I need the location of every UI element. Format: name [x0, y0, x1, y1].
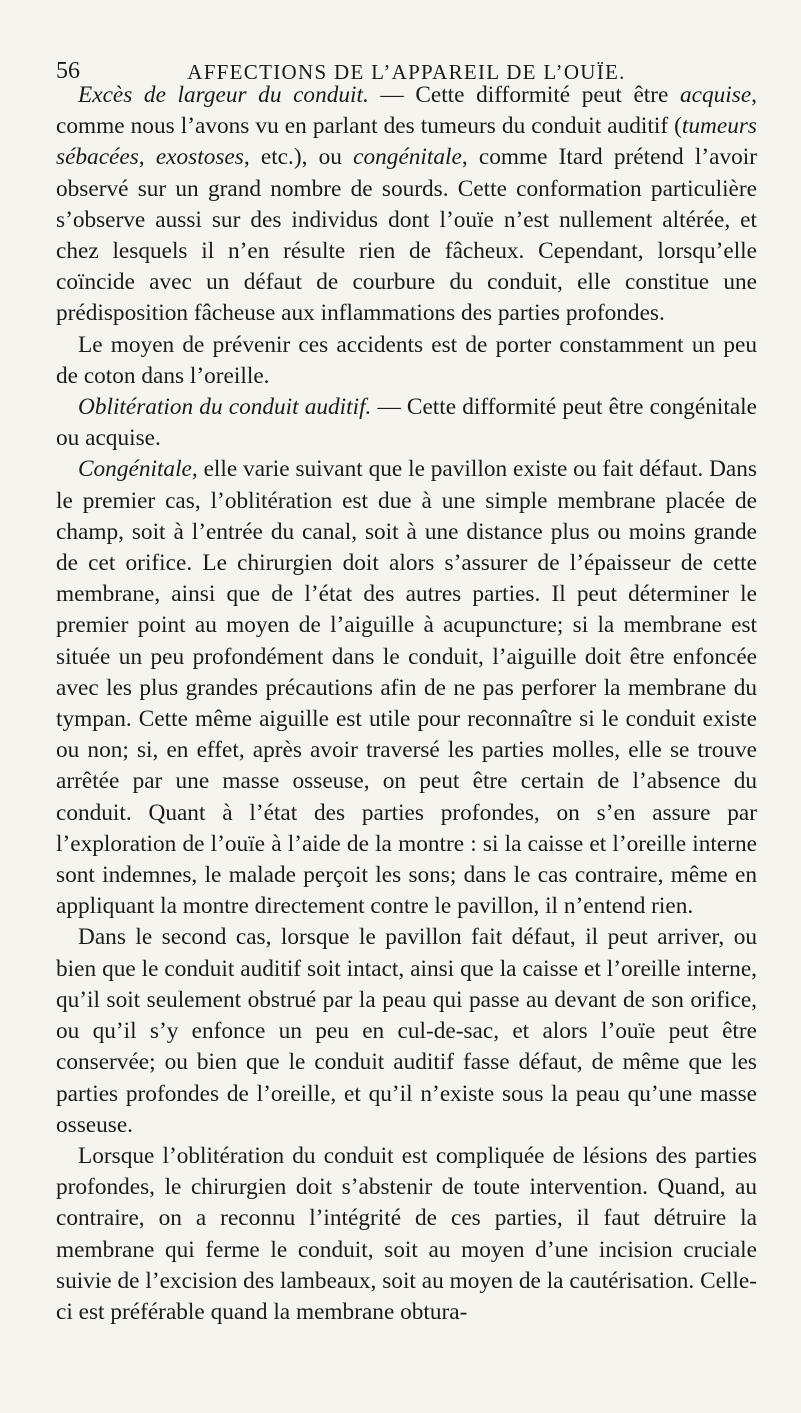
page-number: 56: [56, 58, 80, 84]
section-heading-excess-width: Excès de largeur du conduit.: [78, 82, 369, 108]
paragraph-complications: Lorsque l’oblitération du conduit est compliquée de lésions des parties profondes, le chirurgien doit s’abstenir de toute intervention. Quand, au contraire, on a reconnu l’intégrité de ces parties, il faut détruire la membrane qui ferme le conduit, soit au moyen d’une incision cruciale suivie de l’excision des lambeaux, soit au moyen de la cautérisation. Celle-ci est préférable quand la membrane obtura-: [56, 1142, 757, 1325]
paragraph-congenital: Congénitale, elle varie suivant que le pavillon existe ou fait défaut. Dans le premier cas, l’oblitération est due à une simple membrane placée de champ, soit à l’entrée du canal, soit à une distance plus ou moins grande de cet orifice. Le chirurgien doit alors s’assurer de l’épaisseur de cette membrane, ainsi que de l’état des autres parties. Il peut déterminer le premier point au moyen de l’aiguille à acupuncture; si la membrane est située un peu profondément dans le conduit, l’aiguille doit être enfoncée avec les plus grandes précautions afin de ne pas perforer la membrane du tympan. Cette même aiguille est utile pour reconnaître si le conduit existe ou non; si, en effet, après avoir traversé les parties molles, elle se trouve arrêtée par une masse osseuse, on peut être certain de l’absence du conduit. Quant à l’état des parties profondes, on s’en assure par l’exploration de l’ouïe à l’aide de la montre : si la caisse et l’oreille interne sont indemnes, le malade perçoit les sons; dans le cas contraire, même en appliquant la montre directement contre le pavillon, il n’entend rien.: [56, 456, 757, 920]
running-head: AFFECTIONS DE L’APPAREIL DE L’OUÏE.: [187, 60, 626, 84]
page-body: [56, 80, 757, 1328]
paragraph-obliteration: Oblitération du conduit auditif. — Cette difformité peut être congénitale ou acquise.: [56, 394, 757, 452]
paragraph-second-case: Dans le second cas, lorsque le pavillon fait défaut, il peut arriver, ou bien que le conduit auditif soit intact, ainsi que la caisse et l’oreille interne, qu’il soit seulement obstrué par la peau qui passe au devant de son orifice, ou qu’il s’y enfonce un peu en cul-de-sac, et alors l’ouïe peut être conservée; ou bien que le conduit auditif fasse défaut, de même que les parties profondes de l’oreille, et qu’il n’existe sous la peau qu’une masse osseuse.: [56, 924, 757, 1138]
section-heading-congenital: Congénitale,: [78, 456, 198, 483]
paragraph-excess-width: Excès de largeur du conduit. — Cette difformité peut être acquise, comme nous l’avons vu en parlant des tumeurs du conduit auditif (tumeurs sébacées, exostoses, etc.), ou congénitale, comme Itard prétend l’avoir observé sur un grand nombre de sourds. Cette conformation particulière s’observe aussi sur des individus dont l’ouïe n’est nullement altérée, et chez lesquels il n’en résulte rien de fâcheux. Cependant, lorsqu’elle coïncide avec un défaut de courbure du conduit, elle constitue une prédisposition fâcheuse aux inflammations des parties profondes.: [56, 82, 758, 327]
paragraph-prevention: Le moyen de prévenir ces accidents est de porter constamment un peu de coton dans l’oreille.: [56, 331, 757, 389]
section-heading-obliteration: Oblitération du conduit auditif.: [78, 394, 372, 421]
